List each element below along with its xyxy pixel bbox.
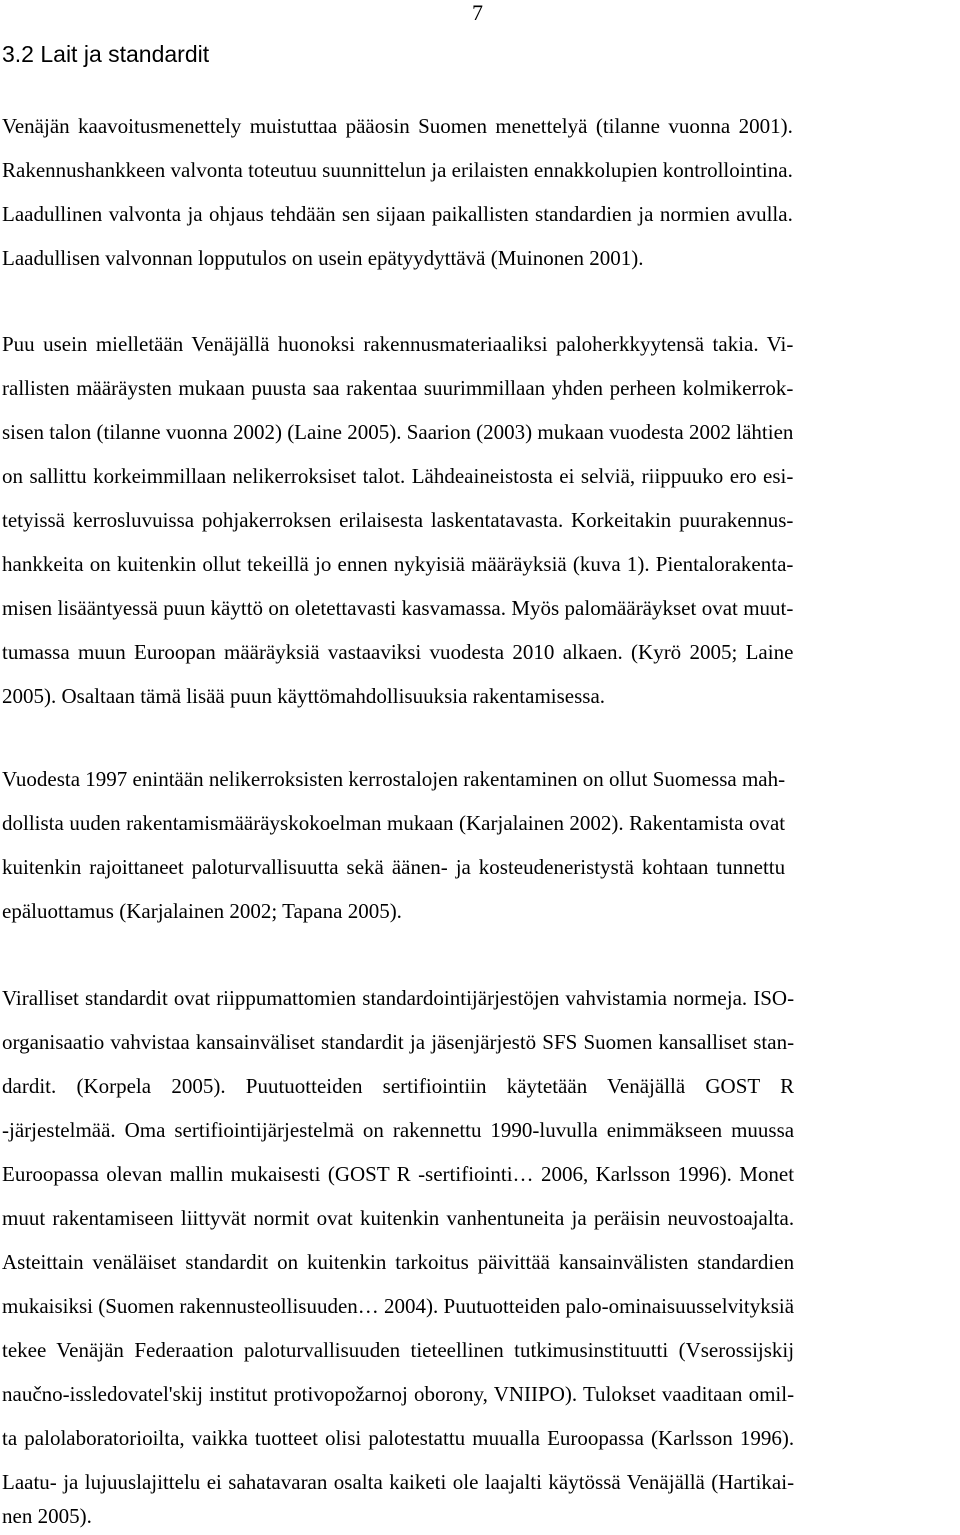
text-line: rallisten määräysten mukaan puusta saa rakentaa suurimmillaan yhden perheen kolmikerrok- (2, 376, 794, 400)
text-line: Viralliset standardit ovat riippumattomien standardointijärjestöjen vahvistamia normeja. ISO- (2, 986, 795, 1010)
text-line: mukaisiksi (Suomen rakennusteollisuuden… 2004). Puutuotteiden palo-ominaisuusselvityksiä (2, 1294, 795, 1318)
text-line: epäluottamus (Karjalainen 2002; Tapana 2005). (2, 899, 402, 923)
text-line: naučno-issledovatel'skij institut protivopožarnoj oborony, VNIIPO). Tulokset vaaditaan omil- (2, 1382, 795, 1406)
paragraph-wood-in-russia (2, 322, 793, 718)
text-line: Euroopassa olevan mallin mukaisesti (GOST R -sertifiointi… 2006, Karlsson 1996). Monet (2, 1162, 795, 1186)
text-line: -järjestelmää. Oma sertifiointijärjestelmä on rakennettu 1990-luvulla enimmäkseen muussa (2, 1118, 795, 1142)
text-line: muut rakentamiseen liittyvät normit ovat kuitenkin vanhentuneita ja peräisin neuvostoajalta. (2, 1206, 795, 1230)
text-line: Vuodesta 1997 enintään nelikerroksisten kerrostalojen rakentaminen on ollut Suomessa mah- (2, 767, 786, 791)
text-line: ta palolaboratorioilta, vaikka tuotteet olisi palotestattu muualla Euroopassa (Karlsson 1996). (2, 1426, 795, 1450)
paragraph-standards-end (2, 1497, 92, 1535)
text-line: dardit. (Korpela 2005). Puutuotteiden sertifiointiin käytetään Venäjällä GOST R (2, 1074, 795, 1098)
paragraph-standards (2, 976, 794, 1504)
text-line: nen 2005). (2, 1504, 92, 1528)
text-line: organisaatio vahvistaa kansainväliset standardit ja jäsenjärjestö SFS Suomen kansalliset stan- (2, 1030, 795, 1054)
text-line: Rakennushankkeen valvonta toteutuu suunnittelun ja erilaisten ennakkolupien kontrollointina. (2, 158, 793, 182)
text-line: Laatu- ja lujuuslajittelu ei sahatavaran osalta kaiketi ole laajalti käytössä Venäjällä (Hartikai- (2, 1470, 795, 1494)
text-line: sisen talon (tilanne vuonna 2002) (Laine 2005). Saarion (2003) mukaan vuodesta 2002 lähtien (2, 420, 794, 444)
text-line: tetyissä kerrosluvuissa pohjakerroksen erilaisesta laskentatavasta. Korkeitakin puurakennus- (2, 508, 794, 532)
text-line: Venäjän kaavoitusmenettely muistuttaa pääosin Suomen menettelyä (tilanne vuonna 2001). (2, 114, 793, 138)
section-heading: 3.2 Lait ja standardit (2, 41, 210, 67)
text-line: misen lisääntyessä puun käyttö on oletettavasti kasvamassa. Myös palomääräykset ovat muut- (2, 596, 794, 620)
text-line: Laadullinen valvonta ja ohjaus tehdään sen sijaan paikallisten standardien ja normien avulla. (2, 202, 793, 226)
text-line: tekee Venäjän Federaation paloturvallisuuden tieteellinen tutkimusinstituutti (Vserossijskij (2, 1338, 795, 1362)
text-line: dollista uuden rakentamismääräyskokoelman mukaan (Karjalainen 2002). Rakentamista ovat (2, 811, 786, 835)
text-line: Puu usein mielletään Venäjällä huonoksi rakennusmateriaaliksi paloherkkyytensä takia. Vi- (2, 332, 794, 356)
text-line: tumassa muun Euroopan määräyksiä vastaaviksi vuodesta 2010 alkaen. (Kyrö 2005; Laine (2, 640, 794, 664)
paragraph-planning-regulations (2, 104, 793, 280)
text-line: Laadullisen valvonnan lopputulos on usein epätyydyttävä (Muinonen 2001). (2, 246, 644, 270)
text-line: hankkeita on kuitenkin ollut tekeillä jo ennen nykyisiä määräyksiä (kuva 1). Pientalorakenta- (2, 552, 794, 576)
text-line: 2005). Osaltaan tämä lisää puun käyttömahdollisuuksia rakentamisessa. (2, 684, 606, 708)
text-line: Asteittain venäläiset standardit on kuitenkin tarkoitus päivittää kansainvälisten standardien (2, 1250, 795, 1274)
page-number: 7 (472, 0, 483, 25)
text-line: on sallittu korkeimmillaan nelikerroksiset talot. Lähdeaineistosta ei selviä, riippuuko ero esi- (2, 464, 794, 488)
text-line: kuitenkin rajoittaneet paloturvallisuutta sekä äänen- ja kosteudeneristystä kohtaan tunnettu (2, 855, 786, 879)
paragraph-finland-regulations (2, 757, 785, 933)
